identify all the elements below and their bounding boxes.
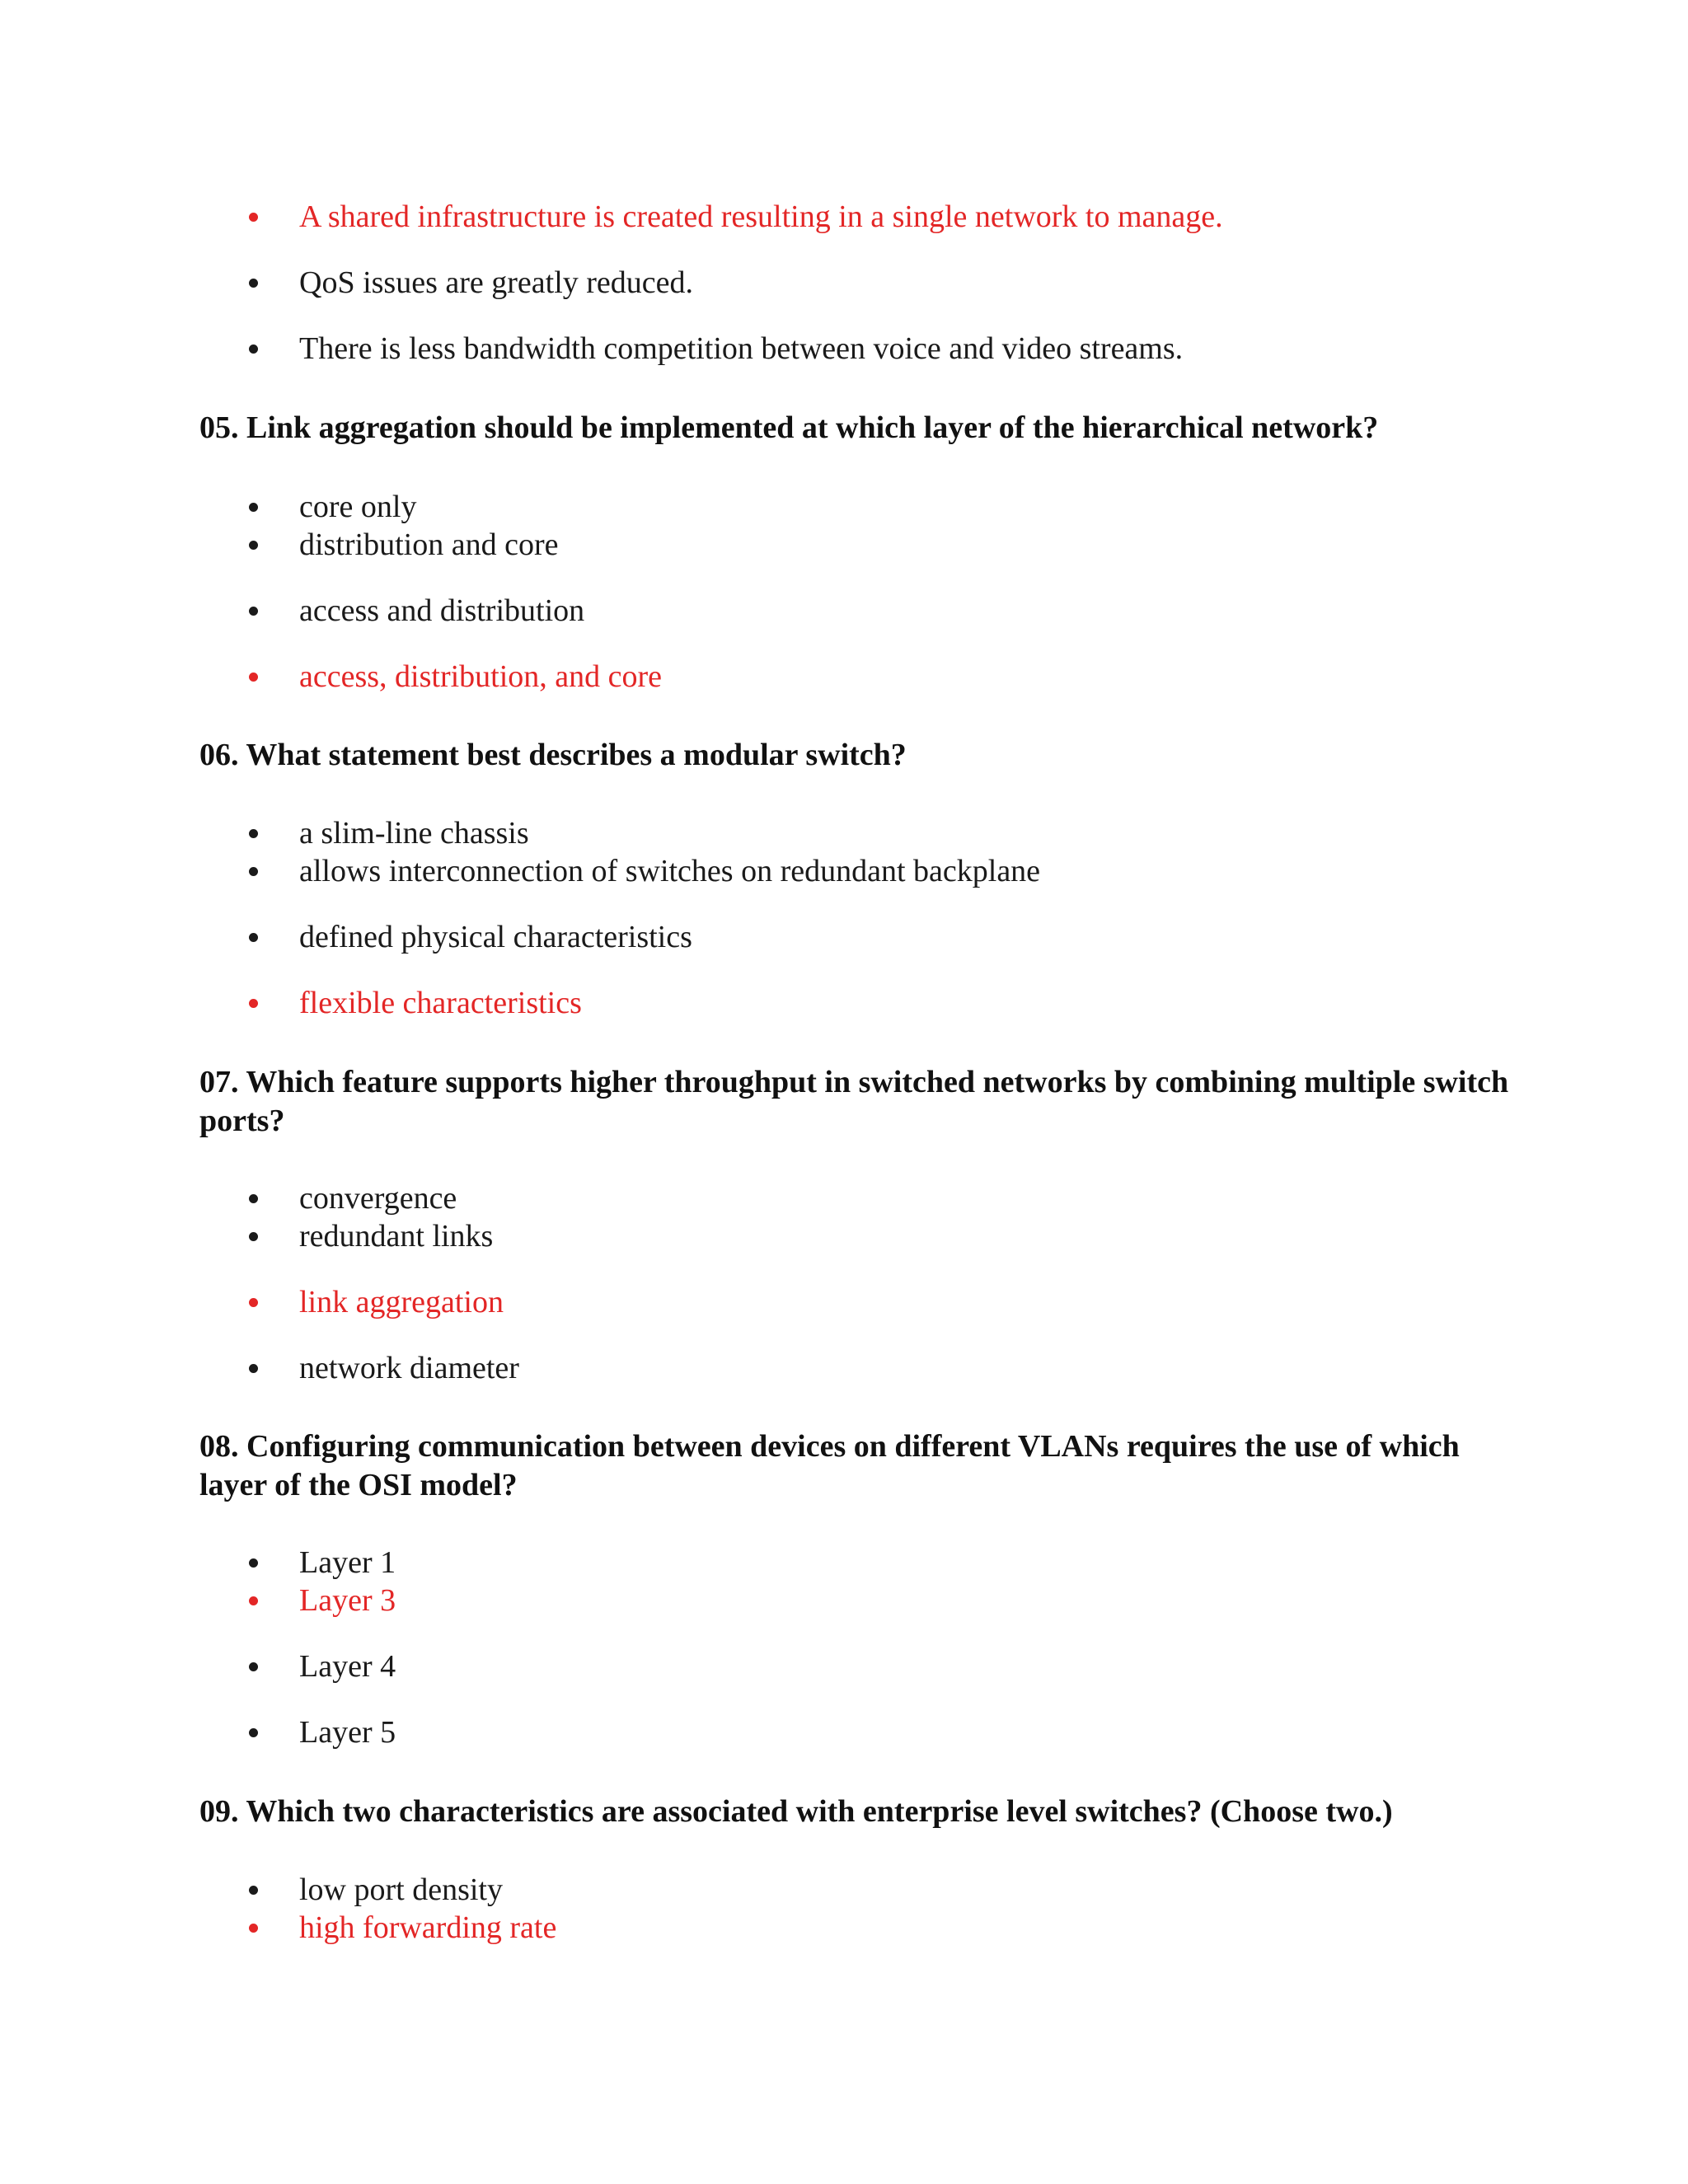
option-text: There is less bandwidth competition between voice and video streams. <box>299 331 1184 366</box>
q05-option-3 <box>249 590 584 631</box>
bullet-icon <box>249 503 258 512</box>
option-text: redundant links <box>299 1219 494 1254</box>
q07-option-1 <box>249 1178 457 1219</box>
option-text: network diameter <box>299 1351 519 1385</box>
option-text: allows interconnection of switches on redundant backplane <box>299 854 1041 888</box>
q06-option-3 <box>249 916 692 958</box>
q05-option-4 <box>249 656 662 697</box>
option-text: A shared infrastructure is created resulting in a single network to manage. <box>299 199 1223 234</box>
bullet-icon <box>249 213 258 222</box>
bullet-icon <box>249 1728 258 1737</box>
option-text: defined physical characteristics <box>299 920 692 954</box>
option-text: core only <box>299 490 417 524</box>
bullet-icon <box>249 673 258 682</box>
q06-option-4 <box>249 982 582 1024</box>
bullet-icon <box>249 1232 258 1241</box>
bullet-icon <box>249 541 258 550</box>
q08-option-3 <box>249 1646 396 1687</box>
question-06: 06. What statement best describes a modular switch? <box>199 738 907 772</box>
option-text: flexible characteristics <box>299 986 582 1020</box>
option-text: Layer 1 <box>299 1545 396 1580</box>
q07-option-3 <box>249 1282 504 1323</box>
bullet-icon <box>249 933 258 942</box>
q08-option-4 <box>249 1712 396 1753</box>
q07-option-2 <box>249 1216 493 1257</box>
question-07: 07. Which feature supports higher throughput in switched networks by combining multiple switch ports? <box>199 1065 1509 1138</box>
option-text: convergence <box>299 1181 457 1216</box>
bullet-icon <box>249 1596 258 1605</box>
bullet-icon <box>249 1194 258 1203</box>
bullet-icon <box>249 1662 258 1671</box>
option-text: Layer 3 <box>299 1583 396 1618</box>
q08-option-1 <box>249 1542 396 1583</box>
bullet-icon <box>249 867 258 876</box>
q06-option-1 <box>249 813 529 854</box>
bullet-icon <box>249 999 258 1008</box>
q04-option-2 <box>249 262 693 303</box>
q09-option-1 <box>249 1869 503 1910</box>
question-08: 08. Configuring communication between devices on different VLANs requires the use of which layer of the OSI model? <box>199 1429 1460 1502</box>
bullet-icon <box>249 1364 258 1373</box>
option-text: low port density <box>299 1872 503 1907</box>
q09-option-2 <box>249 1907 556 1948</box>
q04-option-1 <box>249 196 1223 237</box>
q05-option-1 <box>249 486 416 527</box>
q05-option-2 <box>249 524 558 565</box>
question-09: 09. Which two characteristics are associated with enterprise level switches? (Choose two.) <box>199 1794 1393 1829</box>
bullet-icon <box>249 344 258 354</box>
option-text: QoS issues are greatly reduced. <box>299 265 694 300</box>
bullet-icon <box>249 607 258 616</box>
bullet-icon <box>249 829 258 838</box>
q08-option-2 <box>249 1580 396 1621</box>
q07-option-4 <box>249 1347 519 1389</box>
bullet-icon <box>249 279 258 288</box>
option-text: access, distribution, and core <box>299 659 663 694</box>
option-text: Layer 4 <box>299 1649 396 1684</box>
option-text: high forwarding rate <box>299 1910 557 1945</box>
q04-option-3 <box>249 328 1183 369</box>
option-text: link aggregation <box>299 1285 504 1319</box>
option-text: distribution and core <box>299 527 559 562</box>
question-05: 05. Link aggregation should be implemented at which layer of the hierarchical network? <box>199 410 1379 445</box>
option-text: access and distribution <box>299 593 585 628</box>
bullet-icon <box>249 1558 258 1568</box>
bullet-icon <box>249 1924 258 1933</box>
option-text: Layer 5 <box>299 1715 396 1750</box>
bullet-icon <box>249 1886 258 1895</box>
q06-option-2 <box>249 851 1040 892</box>
option-text: a slim-line chassis <box>299 816 529 851</box>
bullet-icon <box>249 1298 258 1307</box>
